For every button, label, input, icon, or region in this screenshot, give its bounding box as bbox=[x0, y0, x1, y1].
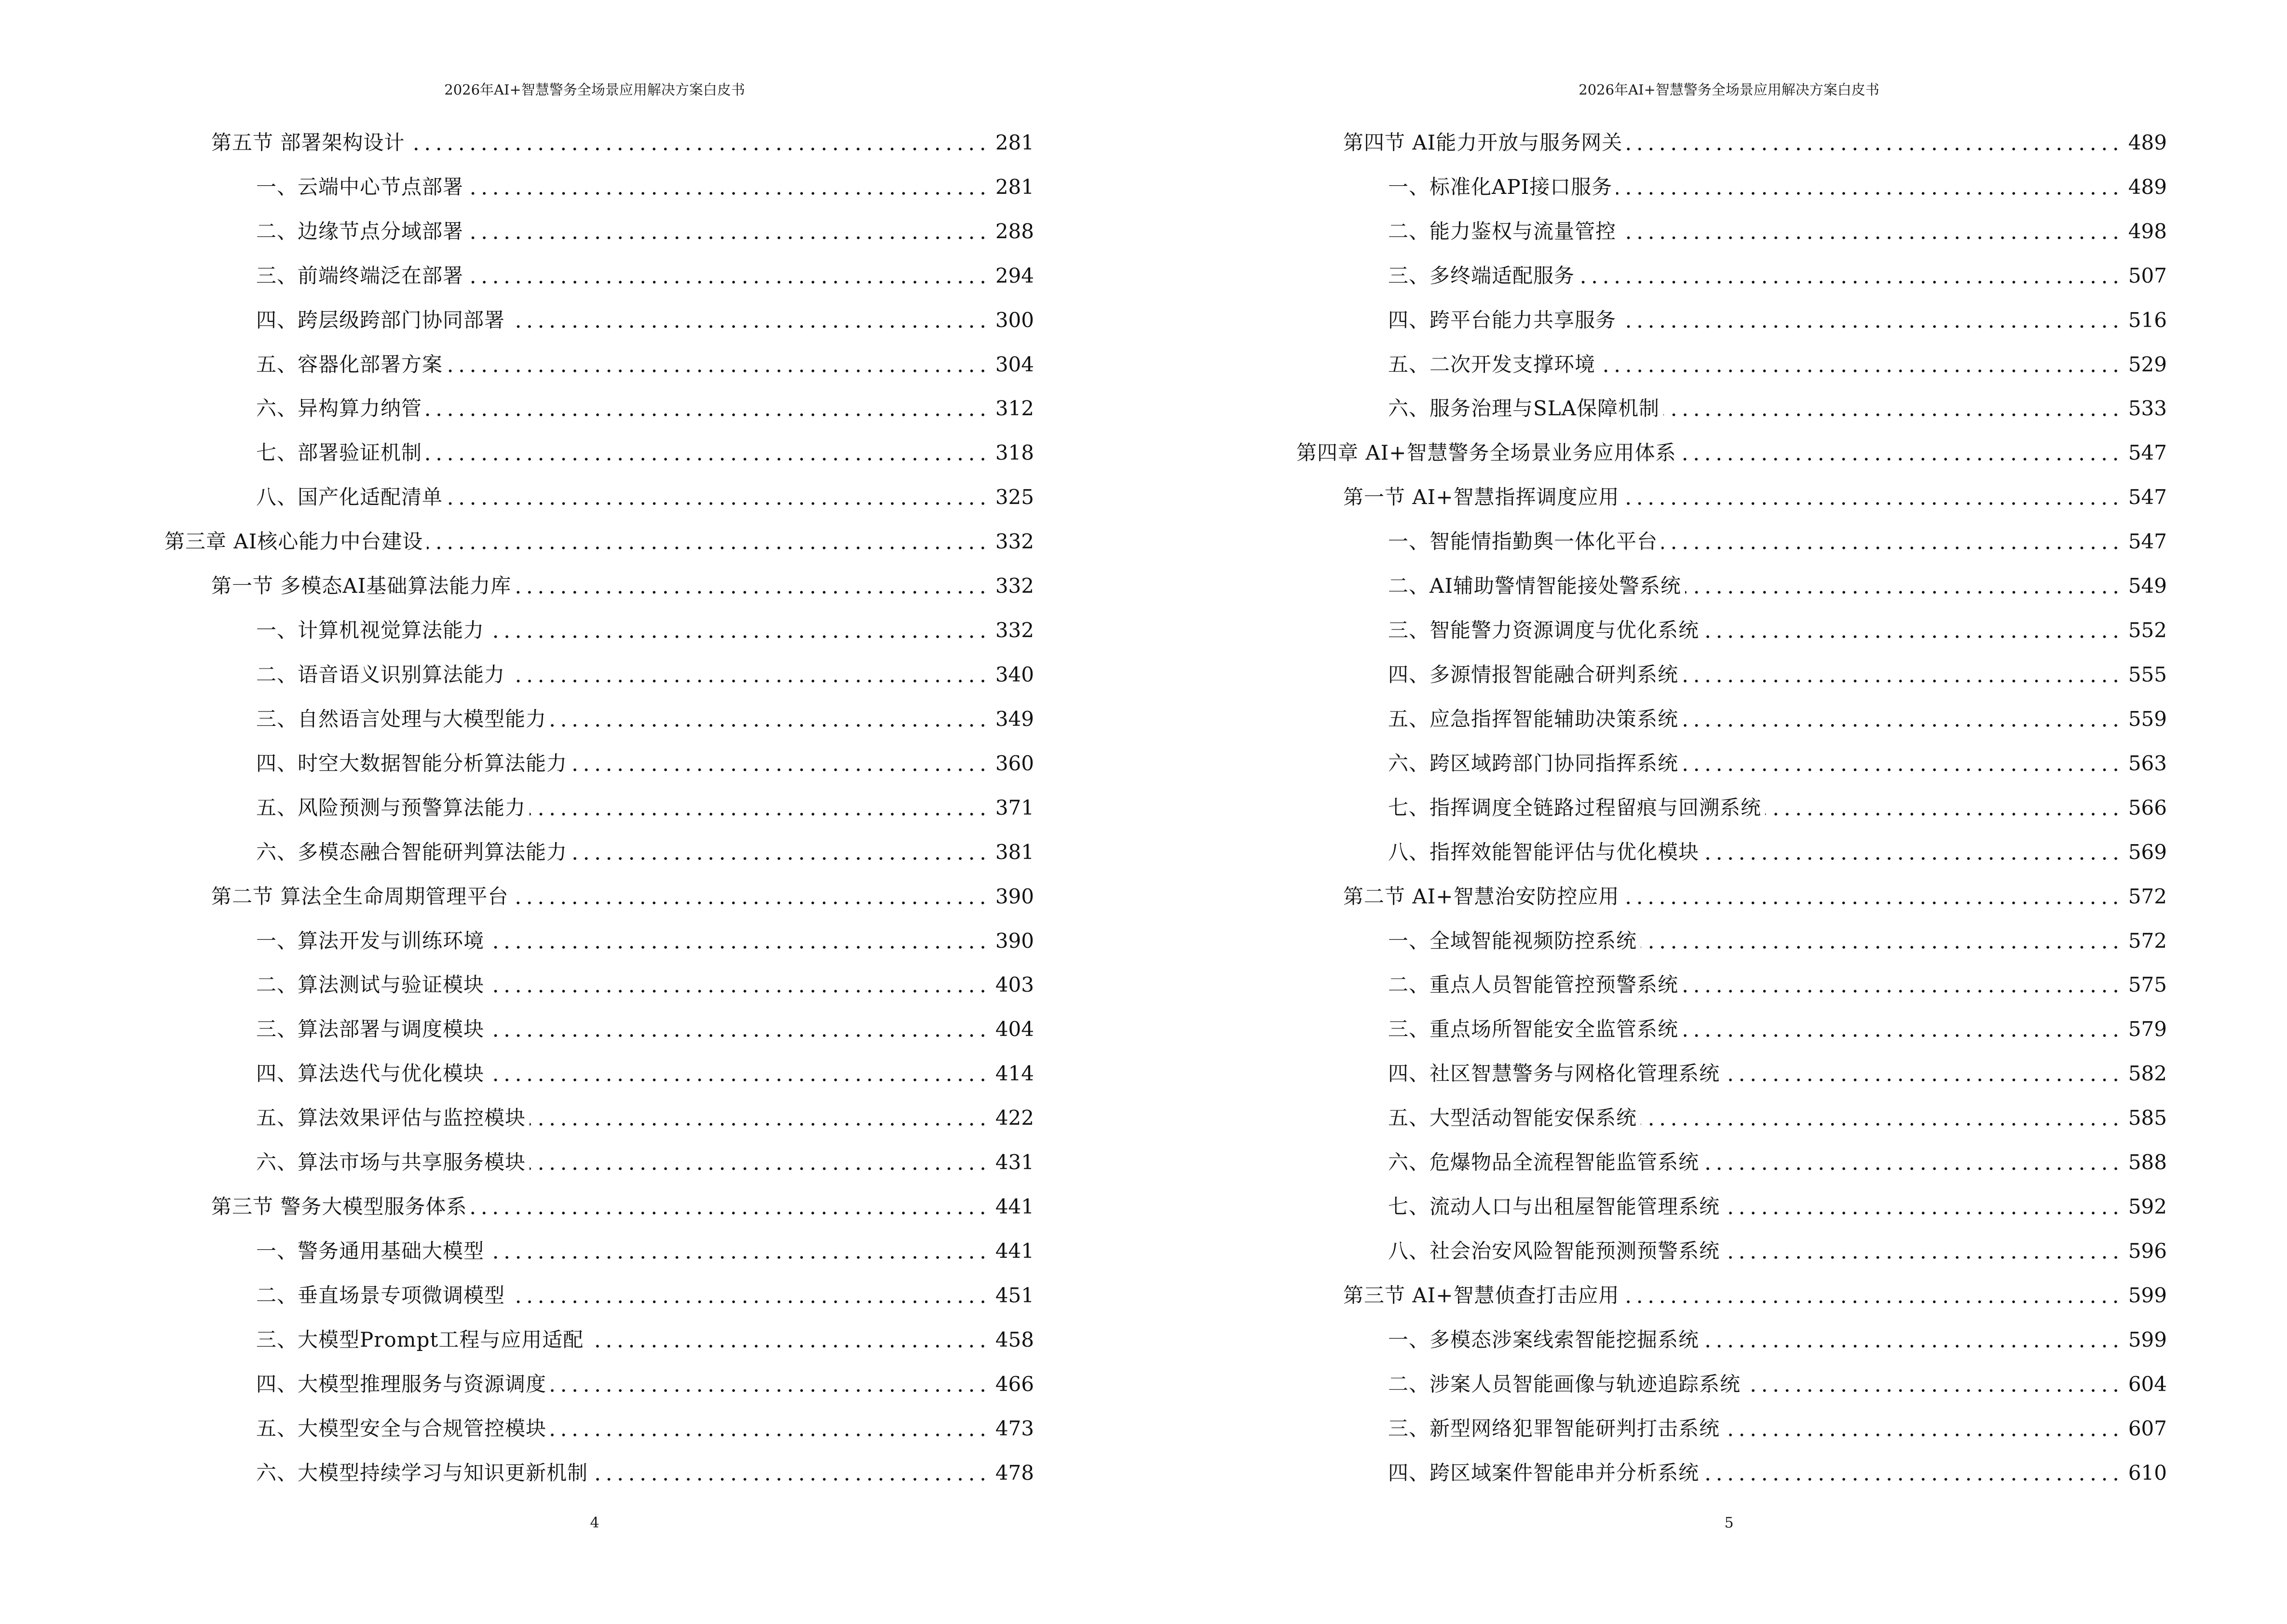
toc-entry-page-number[interactable]: 288 bbox=[995, 219, 1034, 243]
toc-entry-page-number[interactable]: 610 bbox=[2128, 1460, 2167, 1485]
toc-entry-title[interactable]: 三、多终端适配服务 bbox=[1388, 263, 1575, 287]
toc-entry-page-number[interactable]: 478 bbox=[995, 1460, 1034, 1485]
toc-entry-page-number[interactable]: 312 bbox=[995, 396, 1034, 421]
toc-entry-page-number[interactable]: 572 bbox=[2128, 928, 2167, 953]
dot-leader bbox=[1703, 1326, 2122, 1353]
toc-subsection-entry[interactable] bbox=[164, 919, 1034, 963]
toc-entry-page-number[interactable]: 281 bbox=[995, 175, 1034, 199]
dot-leader bbox=[488, 1238, 989, 1265]
toc-chapter-entry[interactable] bbox=[164, 519, 1034, 564]
toc-section-entry[interactable] bbox=[164, 1185, 1034, 1229]
toc-entry-title[interactable]: 四、跨平台能力共享服务 bbox=[1388, 308, 1617, 332]
toc-entry-title[interactable]: 一、云端中心节点部署 bbox=[256, 175, 464, 199]
toc-entry-title[interactable]: 第一节 多模态AI基础算法能力库 bbox=[211, 574, 512, 598]
toc-entry-page-number[interactable]: 332 bbox=[995, 530, 1034, 554]
dot-leader bbox=[1724, 1060, 2122, 1087]
toc-entry-title[interactable]: 三、智能警力资源调度与优化系统 bbox=[1388, 618, 1700, 642]
toc-entry-page-number[interactable]: 549 bbox=[2128, 574, 2167, 598]
toc-entry-page-number[interactable]: 466 bbox=[995, 1372, 1034, 1396]
toc-entry-title[interactable]: 一、智能情指勤舆一体化平台 bbox=[1388, 530, 1658, 554]
toc-entry-title[interactable]: 第二节 AI+智慧治安防控应用 bbox=[1343, 884, 1620, 908]
toc-entry-page-number[interactable]: 390 bbox=[995, 928, 1034, 953]
toc-entry-title[interactable]: 二、垂直场景专项微调模型 bbox=[256, 1283, 505, 1307]
toc-entry-page-number[interactable]: 572 bbox=[2128, 884, 2167, 908]
dot-leader bbox=[530, 1149, 989, 1176]
toc-entry-title[interactable]: 六、大模型持续学习与知识更新机制 bbox=[256, 1460, 588, 1485]
toc-subsection-entry[interactable] bbox=[164, 697, 1034, 741]
toc-entry-title[interactable]: 三、前端终端泛在部署 bbox=[256, 263, 464, 287]
toc-entry-title[interactable]: 第三节 警务大模型服务体系 bbox=[211, 1195, 467, 1219]
toc-entry-title[interactable]: 八、指挥效能智能评估与优化模块 bbox=[1388, 840, 1700, 864]
dot-leader bbox=[427, 528, 989, 555]
toc-entry-title[interactable]: 二、算法测试与验证模块 bbox=[256, 973, 485, 997]
dot-leader bbox=[1661, 528, 2122, 555]
dot-leader bbox=[488, 1016, 989, 1043]
toc-subsection-entry[interactable] bbox=[164, 1406, 1034, 1451]
toc-entry-page-number[interactable]: 547 bbox=[2128, 485, 2167, 509]
page-5 bbox=[1144, 0, 2287, 1624]
toc-entry-title[interactable]: 五、应急指挥智能辅助决策系统 bbox=[1388, 707, 1679, 731]
toc-entry-page-number[interactable]: 294 bbox=[995, 263, 1034, 287]
toc-section-entry[interactable] bbox=[1296, 1273, 2167, 1318]
toc-entry-title[interactable]: 第四节 AI能力开放与服务网关 bbox=[1343, 130, 1623, 154]
toc-entry-page-number[interactable]: 473 bbox=[995, 1416, 1034, 1440]
dot-leader bbox=[550, 1371, 989, 1398]
toc-entry-page-number[interactable]: 422 bbox=[995, 1106, 1034, 1130]
toc-entry-title[interactable]: 四、多源情报智能融合研判系统 bbox=[1388, 663, 1679, 687]
dot-leader bbox=[1626, 129, 2122, 156]
toc-entry-title[interactable]: 二、重点人员智能管控预警系统 bbox=[1388, 973, 1679, 997]
toc-subsection-entry[interactable] bbox=[164, 1051, 1034, 1096]
toc-entry-page-number[interactable]: 360 bbox=[995, 751, 1034, 775]
toc-entry-title[interactable]: 二、能力鉴权与流量管控 bbox=[1388, 219, 1617, 243]
toc-subsection-entry[interactable] bbox=[164, 608, 1034, 653]
toc-entry-title[interactable]: 五、二次开发支撑环境 bbox=[1388, 352, 1596, 376]
toc-entry-page-number[interactable]: 507 bbox=[2128, 263, 2167, 287]
toc-entry-title[interactable]: 四、算法迭代与优化模块 bbox=[256, 1062, 485, 1086]
toc-subsection-entry[interactable] bbox=[1296, 209, 2167, 254]
toc-entry-page-number[interactable]: 552 bbox=[2128, 618, 2167, 642]
toc-entry-page-number[interactable]: 555 bbox=[2128, 663, 2167, 687]
toc-entry-page-number[interactable]: 607 bbox=[2128, 1416, 2167, 1440]
toc-entry-title[interactable]: 第三章 AI核心能力中台建设 bbox=[164, 530, 423, 554]
toc-subsection-entry[interactable] bbox=[164, 342, 1034, 387]
toc-entry-page-number[interactable]: 325 bbox=[995, 485, 1034, 509]
toc-entry-title[interactable]: 第四章 AI+智慧警务全场景业务应用体系 bbox=[1296, 441, 1676, 465]
toc-entry-title[interactable]: 七、部署验证机制 bbox=[256, 441, 422, 465]
dot-leader bbox=[1680, 439, 2121, 466]
toc-entry-title[interactable]: 二、边缘节点分域部署 bbox=[256, 219, 464, 243]
dot-leader bbox=[1663, 395, 2122, 422]
toc-entry-page-number[interactable]: 599 bbox=[2128, 1283, 2167, 1307]
toc-subsection-entry[interactable] bbox=[164, 209, 1034, 254]
dot-leader bbox=[1623, 1282, 2121, 1309]
toc-entry-page-number[interactable]: 381 bbox=[995, 840, 1034, 864]
toc-entry-title[interactable]: 四、跨区域案件智能串并分析系统 bbox=[1388, 1460, 1700, 1485]
dot-leader bbox=[1620, 307, 2122, 334]
toc-subsection-entry[interactable] bbox=[1296, 254, 2167, 298]
table-of-contents bbox=[1296, 121, 2167, 1495]
toc-subsection-entry[interactable] bbox=[1296, 298, 2167, 342]
toc-entry-title[interactable]: 一、全域智能视频防控系统 bbox=[1388, 928, 1637, 953]
toc-subsection-entry[interactable] bbox=[1296, 1051, 2167, 1096]
toc-entry-title[interactable]: 二、语音语义识别算法能力 bbox=[256, 663, 505, 687]
toc-subsection-entry[interactable] bbox=[164, 1451, 1034, 1495]
toc-entry-page-number[interactable]: 318 bbox=[995, 441, 1034, 465]
dot-leader bbox=[1620, 218, 2122, 245]
toc-subsection-entry[interactable] bbox=[164, 963, 1034, 1008]
dot-leader bbox=[1703, 617, 2122, 644]
toc-entry-title[interactable]: 一、警务通用基础大模型 bbox=[256, 1239, 485, 1263]
dot-leader bbox=[1682, 661, 2122, 688]
toc-entry-page-number[interactable]: 547 bbox=[2128, 441, 2167, 465]
toc-entry-title[interactable]: 二、涉案人员智能画像与轨迹追踪系统 bbox=[1388, 1372, 1741, 1396]
toc-section-entry[interactable] bbox=[1296, 475, 2167, 519]
dot-leader bbox=[1685, 573, 2122, 600]
dot-leader bbox=[447, 351, 989, 378]
toc-subsection-entry[interactable] bbox=[164, 298, 1034, 342]
toc-entry-page-number[interactable]: 604 bbox=[2128, 1372, 2167, 1396]
dot-leader bbox=[1641, 928, 2122, 955]
toc-subsection-entry[interactable] bbox=[164, 741, 1034, 786]
running-header: 2026年AI+智慧警务全场景应用解决方案白皮书 bbox=[444, 82, 745, 98]
toc-entry-page-number[interactable]: 300 bbox=[995, 308, 1034, 332]
toc-entry-title[interactable]: 第三节 AI+智慧侦查打击应用 bbox=[1343, 1283, 1620, 1307]
dot-leader bbox=[1724, 1238, 2122, 1265]
toc-entry-page-number[interactable]: 489 bbox=[2128, 130, 2167, 154]
dot-leader bbox=[571, 750, 989, 777]
toc-entry-title[interactable]: 六、服务治理与SLA保障机制 bbox=[1388, 396, 1660, 421]
toc-entry-page-number[interactable]: 332 bbox=[995, 618, 1034, 642]
toc-entry-title[interactable]: 四、时空大数据智能分析算法能力 bbox=[256, 751, 568, 775]
dot-leader bbox=[1616, 174, 2122, 201]
toc-subsection-entry[interactable] bbox=[1296, 165, 2167, 209]
toc-subsection-entry[interactable] bbox=[1296, 1362, 2167, 1406]
dot-leader bbox=[515, 573, 989, 600]
toc-entry-page-number[interactable]: 579 bbox=[2128, 1017, 2167, 1041]
toc-entry-title[interactable]: 七、流动人口与出租屋智能管理系统 bbox=[1388, 1195, 1720, 1219]
toc-subsection-entry[interactable] bbox=[164, 431, 1034, 475]
dot-leader bbox=[592, 1460, 989, 1487]
dot-leader bbox=[530, 1105, 989, 1132]
dot-leader bbox=[550, 1415, 989, 1442]
toc-entry-title[interactable]: 六、危爆物品全流程智能监管系统 bbox=[1388, 1150, 1700, 1174]
toc-entry-page-number[interactable]: 596 bbox=[2128, 1239, 2167, 1263]
toc-entry-page-number[interactable]: 585 bbox=[2128, 1106, 2167, 1130]
toc-entry-page-number[interactable]: 533 bbox=[2128, 396, 2167, 421]
dot-leader bbox=[1744, 1371, 2122, 1398]
dot-leader bbox=[426, 395, 989, 422]
toc-entry-page-number[interactable]: 592 bbox=[2128, 1195, 2167, 1219]
toc-subsection-entry[interactable] bbox=[164, 1362, 1034, 1406]
toc-entry-title[interactable]: 五、大模型安全与合规管控模块 bbox=[256, 1416, 547, 1440]
toc-subsection-entry[interactable] bbox=[164, 1273, 1034, 1318]
toc-subsection-entry[interactable] bbox=[1296, 1451, 2167, 1495]
toc-entry-page-number[interactable]: 451 bbox=[995, 1283, 1034, 1307]
toc-subsection-entry[interactable] bbox=[164, 1096, 1034, 1140]
dot-leader bbox=[1703, 839, 2122, 866]
toc-subsection-entry[interactable] bbox=[1296, 741, 2167, 786]
toc-subsection-entry[interactable] bbox=[164, 653, 1034, 697]
toc-subsection-entry[interactable] bbox=[1296, 653, 2167, 697]
toc-entry-page-number[interactable]: 403 bbox=[995, 973, 1034, 997]
dot-leader bbox=[509, 661, 989, 688]
toc-entry-page-number[interactable]: 281 bbox=[995, 130, 1034, 154]
dot-leader bbox=[1682, 971, 2122, 998]
dot-leader bbox=[1765, 794, 2122, 821]
toc-subsection-entry[interactable] bbox=[1296, 519, 2167, 564]
page-number: 4 bbox=[590, 1515, 599, 1531]
dot-leader bbox=[1682, 1016, 2122, 1043]
toc-entry-title[interactable]: 五、风险预测与预警算法能力 bbox=[256, 795, 526, 819]
toc-section-entry[interactable] bbox=[164, 564, 1034, 608]
toc-entry-page-number[interactable]: 569 bbox=[2128, 840, 2167, 864]
dot-leader bbox=[467, 174, 989, 201]
toc-entry-title[interactable]: 三、重点场所智能安全监管系统 bbox=[1388, 1017, 1679, 1041]
toc-subsection-entry[interactable] bbox=[164, 387, 1034, 431]
toc-chapter-entry[interactable] bbox=[1296, 431, 2167, 475]
page-number: 5 bbox=[1724, 1515, 1734, 1531]
toc-entry-page-number[interactable]: 599 bbox=[2128, 1327, 2167, 1351]
dot-leader bbox=[550, 706, 989, 733]
toc-entry-page-number[interactable]: 566 bbox=[2128, 795, 2167, 819]
toc-entry-page-number[interactable]: 588 bbox=[2128, 1150, 2167, 1174]
toc-subsection-entry[interactable] bbox=[164, 1140, 1034, 1185]
toc-entry-title[interactable]: 三、新型网络犯罪智能研判打击系统 bbox=[1388, 1416, 1720, 1440]
toc-entry-page-number[interactable]: 441 bbox=[995, 1239, 1034, 1263]
toc-subsection-entry[interactable] bbox=[164, 1229, 1034, 1273]
toc-entry-title[interactable]: 三、自然语言处理与大模型能力 bbox=[256, 707, 547, 731]
toc-entry-page-number[interactable]: 559 bbox=[2128, 707, 2167, 731]
table-of-contents bbox=[164, 121, 1034, 1495]
toc-entry-page-number[interactable]: 458 bbox=[995, 1327, 1034, 1351]
toc-entry-page-number[interactable]: 441 bbox=[995, 1195, 1034, 1219]
toc-subsection-entry[interactable] bbox=[1296, 608, 2167, 653]
toc-entry-title[interactable]: 一、多模态涉案线索智能挖掘系统 bbox=[1388, 1327, 1700, 1351]
toc-entry-title[interactable]: 五、大型活动智能安保系统 bbox=[1388, 1106, 1637, 1130]
dot-leader bbox=[1599, 351, 2122, 378]
toc-subsection-entry[interactable] bbox=[164, 1318, 1034, 1362]
toc-entry-page-number[interactable]: 563 bbox=[2128, 751, 2167, 775]
toc-entry-title[interactable]: 二、AI辅助警情智能接处警系统 bbox=[1388, 574, 1681, 598]
dot-leader bbox=[571, 839, 989, 866]
toc-entry-page-number[interactable]: 498 bbox=[2128, 219, 2167, 243]
toc-subsection-entry[interactable] bbox=[1296, 1406, 2167, 1451]
dot-leader bbox=[509, 307, 989, 334]
toc-entry-title[interactable]: 八、国产化适配清单 bbox=[256, 485, 443, 509]
toc-subsection-entry[interactable] bbox=[1296, 1140, 2167, 1185]
toc-subsection-entry[interactable] bbox=[164, 475, 1034, 519]
running-header: 2026年AI+智慧警务全场景应用解决方案白皮书 bbox=[1579, 82, 1879, 98]
toc-subsection-entry[interactable] bbox=[164, 1007, 1034, 1051]
toc-entry-title[interactable]: 五、容器化部署方案 bbox=[256, 352, 443, 376]
toc-entry-title[interactable]: 四、社区智慧警务与网格化管理系统 bbox=[1388, 1062, 1720, 1086]
toc-entry-page-number[interactable]: 529 bbox=[2128, 352, 2167, 376]
toc-subsection-entry[interactable] bbox=[1296, 1007, 2167, 1051]
toc-entry-page-number[interactable]: 516 bbox=[2128, 308, 2167, 332]
toc-entry-page-number[interactable]: 332 bbox=[995, 574, 1034, 598]
dot-leader bbox=[408, 129, 988, 156]
dot-leader bbox=[471, 1193, 988, 1220]
dot-leader bbox=[530, 794, 989, 821]
dot-leader bbox=[488, 928, 989, 955]
toc-entry-page-number[interactable]: 390 bbox=[995, 884, 1034, 908]
toc-subsection-entry[interactable] bbox=[1296, 786, 2167, 830]
toc-section-entry[interactable] bbox=[164, 874, 1034, 919]
toc-entry-title[interactable]: 六、异构算力纳管 bbox=[256, 396, 422, 421]
toc-entry-page-number[interactable]: 431 bbox=[995, 1150, 1034, 1174]
toc-entry-title[interactable]: 一、算法开发与训练环境 bbox=[256, 928, 485, 953]
dot-leader bbox=[1682, 750, 2122, 777]
toc-entry-page-number[interactable]: 349 bbox=[995, 707, 1034, 731]
toc-subsection-entry[interactable] bbox=[1296, 1185, 2167, 1229]
toc-entry-title[interactable]: 一、计算机视觉算法能力 bbox=[256, 618, 485, 642]
toc-section-entry[interactable] bbox=[1296, 121, 2167, 165]
toc-entry-page-number[interactable]: 304 bbox=[995, 352, 1034, 376]
toc-entry-title[interactable]: 第五节 部署架构设计 bbox=[211, 130, 405, 154]
toc-subsection-entry[interactable] bbox=[164, 786, 1034, 830]
toc-entry-title[interactable]: 三、大模型Prompt工程与应用适配 bbox=[256, 1327, 584, 1351]
toc-section-entry[interactable] bbox=[1296, 874, 2167, 919]
toc-entry-title[interactable]: 六、多模态融合智能研判算法能力 bbox=[256, 840, 568, 864]
dot-leader bbox=[1641, 1105, 2122, 1132]
dot-leader bbox=[512, 883, 988, 910]
toc-section-entry[interactable] bbox=[164, 121, 1034, 165]
dot-leader bbox=[587, 1326, 989, 1353]
toc-entry-page-number[interactable]: 547 bbox=[2128, 530, 2167, 554]
dot-leader bbox=[467, 262, 989, 289]
toc-subsection-entry[interactable] bbox=[164, 830, 1034, 874]
toc-subsection-entry[interactable] bbox=[1296, 342, 2167, 387]
toc-entry-page-number[interactable]: 404 bbox=[995, 1017, 1034, 1041]
toc-entry-title[interactable]: 八、社会治安风险智能预测预警系统 bbox=[1388, 1239, 1720, 1263]
toc-entry-page-number[interactable]: 414 bbox=[995, 1062, 1034, 1086]
dot-leader bbox=[447, 484, 989, 511]
toc-entry-page-number[interactable]: 489 bbox=[2128, 175, 2167, 199]
toc-subsection-entry[interactable] bbox=[164, 165, 1034, 209]
toc-entry-title[interactable]: 四、跨层级跨部门协同部署 bbox=[256, 308, 505, 332]
toc-subsection-entry[interactable] bbox=[1296, 830, 2167, 874]
dot-leader bbox=[1703, 1460, 2122, 1487]
toc-subsection-entry[interactable] bbox=[1296, 387, 2167, 431]
toc-entry-page-number[interactable]: 371 bbox=[995, 795, 1034, 819]
toc-subsection-entry[interactable] bbox=[1296, 1096, 2167, 1140]
toc-subsection-entry[interactable] bbox=[1296, 963, 2167, 1008]
toc-subsection-entry[interactable] bbox=[1296, 1229, 2167, 1273]
dot-leader bbox=[1724, 1415, 2122, 1442]
dot-leader bbox=[426, 439, 989, 466]
toc-subsection-entry[interactable] bbox=[1296, 564, 2167, 608]
dot-leader bbox=[1682, 706, 2122, 733]
toc-entry-page-number[interactable]: 340 bbox=[995, 663, 1034, 687]
dot-leader bbox=[1623, 484, 2121, 511]
toc-entry-title[interactable]: 第二节 算法全生命周期管理平台 bbox=[211, 884, 509, 908]
dot-leader bbox=[488, 1060, 989, 1087]
dot-leader bbox=[1579, 262, 2122, 289]
toc-entry-page-number[interactable]: 575 bbox=[2128, 973, 2167, 997]
dot-leader bbox=[488, 617, 989, 644]
dot-leader bbox=[1623, 883, 2121, 910]
toc-entry-title[interactable]: 七、指挥调度全链路过程留痕与回溯系统 bbox=[1388, 795, 1762, 819]
toc-entry-page-number[interactable]: 582 bbox=[2128, 1062, 2167, 1086]
toc-entry-title[interactable]: 四、大模型推理服务与资源调度 bbox=[256, 1372, 547, 1396]
toc-entry-title[interactable]: 三、算法部署与调度模块 bbox=[256, 1017, 485, 1041]
dot-leader bbox=[1724, 1193, 2122, 1220]
dot-leader bbox=[467, 218, 989, 245]
toc-entry-title[interactable]: 第一节 AI+智慧指挥调度应用 bbox=[1343, 485, 1620, 509]
toc-subsection-entry[interactable] bbox=[1296, 1318, 2167, 1362]
toc-subsection-entry[interactable] bbox=[1296, 697, 2167, 741]
toc-entry-title[interactable]: 五、算法效果评估与监控模块 bbox=[256, 1106, 526, 1130]
dot-leader bbox=[509, 1282, 989, 1309]
toc-entry-title[interactable]: 六、算法市场与共享服务模块 bbox=[256, 1150, 526, 1174]
toc-entry-title[interactable]: 六、跨区域跨部门协同指挥系统 bbox=[1388, 751, 1679, 775]
toc-subsection-entry[interactable] bbox=[164, 254, 1034, 298]
dot-leader bbox=[1703, 1149, 2122, 1176]
toc-subsection-entry[interactable] bbox=[1296, 919, 2167, 963]
toc-entry-title[interactable]: 一、标准化API接口服务 bbox=[1388, 175, 1613, 199]
dot-leader bbox=[488, 971, 989, 998]
